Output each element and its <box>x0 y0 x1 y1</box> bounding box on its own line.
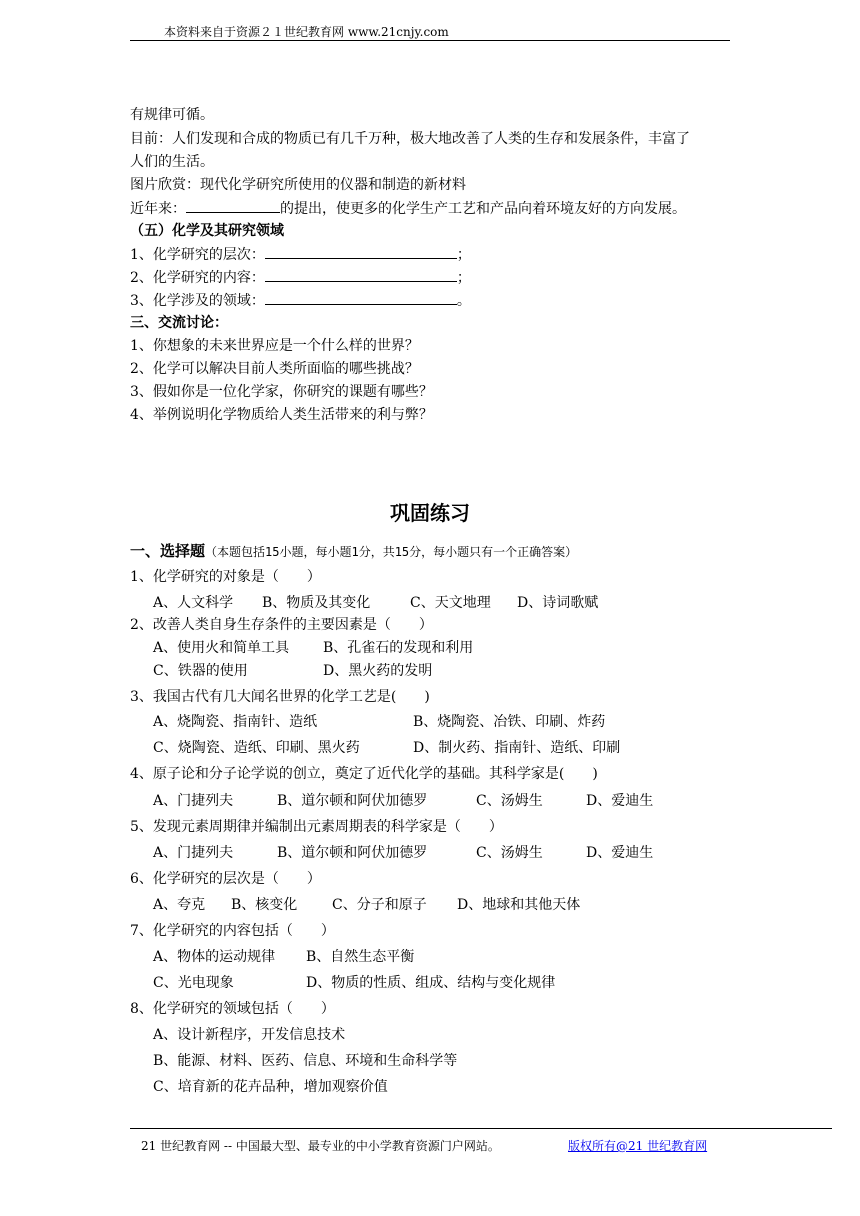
option-d[interactable]: D、爱迪生 <box>586 793 654 809</box>
option-b[interactable]: B、烧陶瓷、冶铁、印刷、炸药 <box>413 714 606 730</box>
option-b[interactable]: B、物质及其变化 <box>262 595 371 611</box>
option-d[interactable]: D、地球和其他天体 <box>457 897 581 913</box>
section-heading: （五）化学及其研究领域 <box>130 223 284 239</box>
option-b[interactable]: B、道尔顿和阿伏加德罗 <box>277 845 428 861</box>
option-c[interactable]: C、汤姆生 <box>476 793 543 809</box>
option-d[interactable]: D、黑火药的发明 <box>323 663 433 679</box>
choice-note: （本题包括15小题，每小题1分，共15分，每小题只有一个正确答案） <box>205 545 578 559</box>
option-d[interactable]: D、诗词歌赋 <box>517 595 599 611</box>
option-d[interactable]: D、物质的性质、组成、结构与变化规律 <box>306 975 556 991</box>
option-b[interactable]: B、孔雀石的发现和利用 <box>323 640 474 656</box>
option-c[interactable]: C、烧陶瓷、造纸、印刷、黑火药 <box>153 740 360 756</box>
option-b[interactable]: B、能源、材料、医药、信息、环境和生命科学等 <box>153 1053 458 1069</box>
fill-blank[interactable] <box>265 268 457 282</box>
fill-blank[interactable] <box>265 245 457 259</box>
option-a[interactable]: A、门捷列夫 <box>153 845 234 861</box>
footer-divider <box>130 1128 832 1129</box>
intro-line-4: 图片欣赏：现代化学研究所使用的仪器和制造的新材料 <box>130 177 466 193</box>
option-d[interactable]: D、制火药、指南针、造纸、印刷 <box>413 740 621 756</box>
discussion-heading: 三、交流讨论： <box>130 315 228 331</box>
copyright-link[interactable]: 版权所有@21 世纪教育网 <box>568 1139 708 1153</box>
section-q3-label: 3、化学涉及的领域： <box>130 293 265 309</box>
question-stem: 1、化学研究的对象是（ ） <box>130 569 321 585</box>
choice-heading: 一、选择题 <box>130 542 206 560</box>
page-header <box>130 22 730 41</box>
option-a[interactable]: A、设计新程序，开发信息技术 <box>153 1027 346 1043</box>
intro-line-5 <box>130 199 686 218</box>
fill-blank[interactable] <box>265 291 457 305</box>
discussion-q3: 3、假如你是一位化学家，你研究的课题有哪些？ <box>130 384 433 400</box>
choice-heading-line <box>130 540 577 561</box>
option-c[interactable]: C、铁器的使用 <box>153 663 248 679</box>
question-stem: 6、化学研究的层次是（ ） <box>130 871 321 887</box>
header-text: 本资料来自于资源２１世纪教育网 www.21cnjy.com <box>164 25 449 39</box>
discussion-q1: 1、你想象的未来世界应是一个什么样的世界？ <box>130 338 419 354</box>
section-q1 <box>130 245 471 264</box>
section-q2 <box>130 268 471 287</box>
question-stem: 3、我国古代有几大闻名世界的化学工艺是( ) <box>130 689 430 705</box>
question-stem: 7、化学研究的内容包括（ ） <box>130 923 335 939</box>
intro-line-5-post: 的提出，使更多的化学生产工艺和产品向着环境友好的方向发展。 <box>280 201 686 217</box>
option-b[interactable]: B、道尔顿和阿伏加德罗 <box>277 793 428 809</box>
intro-line-3: 人们的生活。 <box>130 154 214 170</box>
option-a[interactable]: A、门捷列夫 <box>153 793 234 809</box>
option-c[interactable]: C、培育新的花卉品种，增加观察价值 <box>153 1079 388 1095</box>
question-stem: 8、化学研究的领域包括（ ） <box>130 1001 335 1017</box>
option-b[interactable]: B、自然生态平衡 <box>306 949 415 965</box>
question-stem: 4、原子论和分子论学说的创立，奠定了近代化学的基础。其科学家是( ) <box>130 766 598 782</box>
section-q3 <box>130 291 471 310</box>
option-c[interactable]: C、天文地理 <box>410 595 491 611</box>
section-q1-end: ； <box>456 247 471 263</box>
intro-line-1: 有规律可循。 <box>130 107 214 123</box>
option-a[interactable]: A、使用火和简单工具 <box>153 640 290 656</box>
footer-text: 21 世纪教育网 -- 中国最大型、最专业的中小学教育资源门户网站。 <box>141 1139 500 1153</box>
option-a[interactable]: A、烧陶瓷、指南针、造纸 <box>153 714 318 730</box>
discussion-q2: 2、化学可以解决目前人类所面临的哪些挑战？ <box>130 361 419 377</box>
section-q1-label: 1、化学研究的层次： <box>130 247 265 263</box>
section-q2-end: ； <box>456 270 471 286</box>
discussion-q4: 4、举例说明化学物质给人类生活带来的利与弊？ <box>130 407 433 423</box>
fill-blank[interactable] <box>186 199 280 213</box>
intro-line-5-pre: 近年来： <box>130 201 186 217</box>
option-a[interactable]: A、人文科学 <box>153 595 234 611</box>
option-c[interactable]: C、汤姆生 <box>476 845 543 861</box>
section-q2-label: 2、化学研究的内容： <box>130 270 265 286</box>
option-a[interactable]: A、夸克 <box>153 897 206 913</box>
question-stem: 2、改善人类自身生存条件的主要因素是（ ） <box>130 617 433 633</box>
option-d[interactable]: D、爱迪生 <box>586 845 654 861</box>
question-stem: 5、发现元素周期律并编制出元素周期表的科学家是（ ） <box>130 819 503 835</box>
option-a[interactable]: A、物体的运动规律 <box>153 949 276 965</box>
option-b[interactable]: B、核变化 <box>231 897 298 913</box>
option-c[interactable]: C、分子和原子 <box>332 897 427 913</box>
practice-title: 巩固练习 <box>390 501 470 525</box>
section-q3-end: 。 <box>456 293 471 309</box>
option-c[interactable]: C、光电现象 <box>153 975 234 991</box>
intro-line-2: 目前：人们发现和合成的物质已有几千万种，极大地改善了人类的生存和发展条件，丰富了 <box>130 131 690 147</box>
